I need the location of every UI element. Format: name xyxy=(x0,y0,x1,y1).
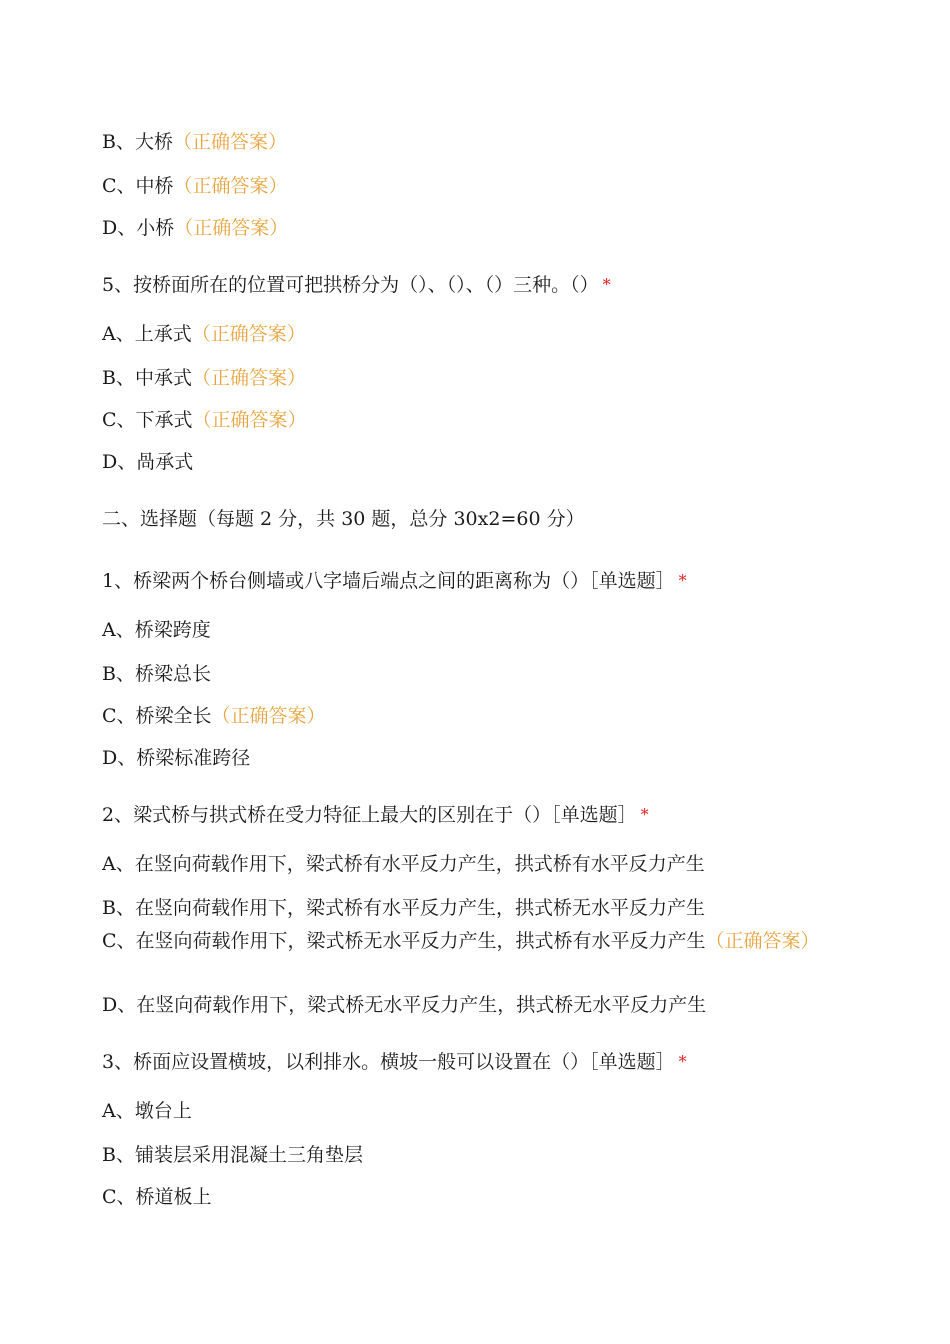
option-text: D、咼承式 xyxy=(102,451,194,473)
option-text: C、桥道板上 xyxy=(102,1186,212,1208)
question-s2-3 xyxy=(102,1050,687,1074)
option-text: A、在竖向荷载作用下，梁式桥有水平反力产生，拱式桥有水平反力产生 xyxy=(102,853,705,875)
option-q5-d xyxy=(102,450,193,474)
correct-answer-mark: （正确答案） xyxy=(192,409,307,431)
option-text: D、桥梁标准跨径 xyxy=(102,747,251,769)
option-text: C、桥梁全长 xyxy=(102,705,212,727)
question-text: 5、按桥面所在的位置可把拱桥分为（）、（）、（）三种。（） xyxy=(102,274,599,296)
correct-answer-mark: （正确答案） xyxy=(191,323,306,345)
correct-answer-mark: （正确答案） xyxy=(174,217,289,239)
option-text: C、下承式 xyxy=(102,409,193,431)
required-mark: * xyxy=(678,1052,687,1071)
option-s2q1-b xyxy=(102,662,211,686)
option-text: D、在竖向荷载作用下，梁式桥无水平反力产生，拱式桥无水平反力产生 xyxy=(102,994,707,1016)
question-s2-1 xyxy=(102,569,687,593)
required-mark: * xyxy=(640,805,649,824)
option-text: A、上承式 xyxy=(102,323,192,345)
option-text: B、桥梁总长 xyxy=(102,663,211,685)
option-text: B、大桥 xyxy=(102,131,173,153)
option-s2q2-c xyxy=(102,926,837,956)
required-mark: * xyxy=(602,275,611,294)
correct-answer-mark: （正确答案） xyxy=(172,131,287,153)
question-text: 1、桥梁两个桥台侧墙或八字墙后端点之间的距离称为（）［单选题］ xyxy=(102,570,675,592)
option-s2q3-c xyxy=(102,1185,212,1209)
option-q4-b xyxy=(102,130,287,154)
correct-answer-mark: （正确答案） xyxy=(211,705,326,727)
option-s2q1-a xyxy=(102,618,211,642)
option-text: A、桥梁跨度 xyxy=(102,619,211,641)
option-q4-c xyxy=(102,174,288,198)
section-heading xyxy=(102,507,585,531)
option-text: C、在竖向荷载作用下，梁式桥无水平反力产生，拱式桥有水平反力产生 xyxy=(102,930,706,952)
required-mark: * xyxy=(678,571,687,590)
option-s2q3-a xyxy=(102,1099,192,1123)
question-5 xyxy=(102,273,611,297)
option-q4-d xyxy=(102,216,288,240)
option-text: A、墩台上 xyxy=(102,1100,192,1122)
option-q5-a xyxy=(102,322,306,346)
option-s2q3-b xyxy=(102,1143,363,1167)
option-text: B、在竖向荷载作用下，梁式桥有水平反力产生，拱式桥无水平反力产生 xyxy=(102,897,705,919)
option-text: C、中桥 xyxy=(102,175,174,197)
question-text: 3、桥面应设置横坡，以利排水。横坡一般可以设置在（）［单选题］ xyxy=(102,1051,675,1073)
option-q5-c xyxy=(102,408,307,432)
option-s2q1-d xyxy=(102,746,250,770)
question-text: 2、梁式桥与拱式桥在受力特征上最大的区别在于（）［单选题］ xyxy=(102,804,637,826)
section-heading-text: 二、选择题（每题 2 分，共 30 题，总分 30x2=60 分） xyxy=(102,508,585,530)
question-s2-2 xyxy=(102,803,649,827)
option-text: D、小桥 xyxy=(102,217,175,239)
option-q5-b xyxy=(102,366,306,390)
option-s2q2-a xyxy=(102,852,705,876)
correct-answer-mark: （正确答案） xyxy=(173,175,288,197)
option-text: B、中承式 xyxy=(102,367,192,389)
option-text: B、铺装层采用混凝土三角垫层 xyxy=(102,1144,363,1166)
option-s2q2-d xyxy=(102,993,706,1017)
correct-answer-mark: （正确答案） xyxy=(191,367,306,389)
option-s2q1-c xyxy=(102,704,326,728)
correct-answer-mark: （正确答案） xyxy=(705,930,820,952)
option-s2q2-b xyxy=(102,896,705,920)
